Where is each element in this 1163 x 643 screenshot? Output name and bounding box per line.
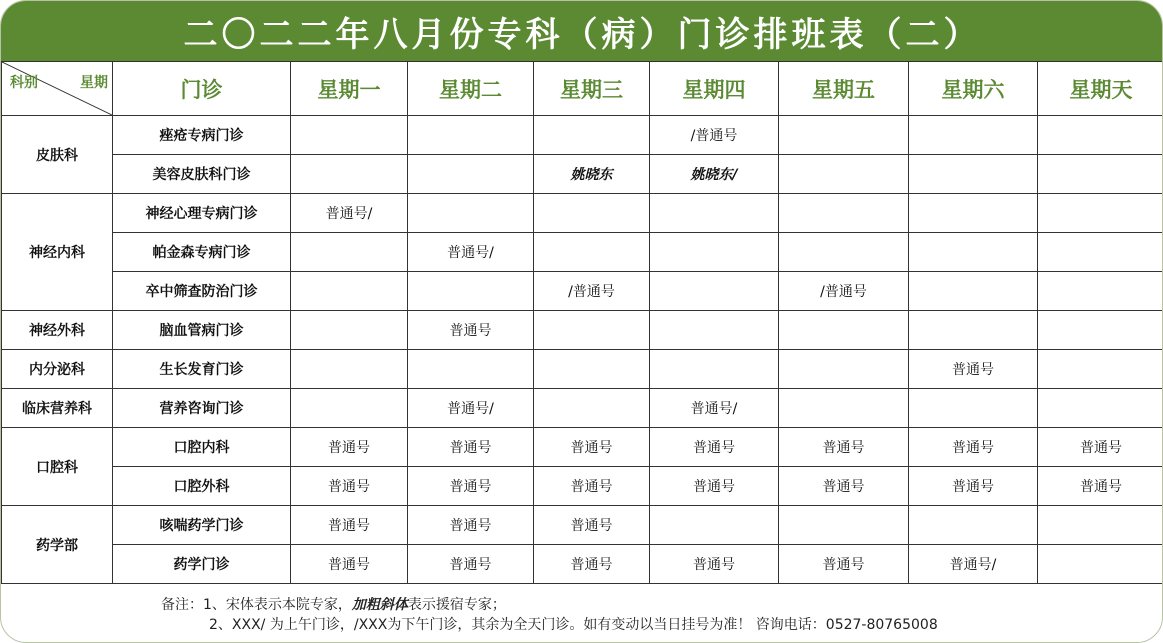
note-1-prefix: 备注：1、宋体表示本院专家， [161, 597, 352, 613]
schedule-cell [1038, 506, 1163, 545]
schedule-cell: /普通号 [650, 116, 779, 155]
note-line-1 [161, 595, 938, 615]
schedule-cell: 普通号/ [291, 194, 408, 233]
schedule-cell: 姚晓东/ [650, 155, 779, 194]
header-sat: 星期六 [909, 62, 1038, 116]
schedule-cell [534, 311, 650, 350]
clinic-cell: 卒中筛查防治门诊 [113, 272, 291, 311]
schedule-cell [1038, 116, 1163, 155]
schedule-cell: 普通号/ [408, 389, 534, 428]
schedule-cell [909, 506, 1038, 545]
schedule-cell: 普通号 [534, 506, 650, 545]
schedule-cell: 普通号 [909, 350, 1038, 389]
note-line-2: 2、XXX/ 为上午门诊，/XXX为下午门诊，其余为全天门诊。如有变动以当日挂号为准！ 咨询电话：0527-80765008 [209, 617, 938, 633]
schedule-cell: 普通号 [534, 467, 650, 506]
schedule-cell [408, 350, 534, 389]
schedule-cell: 普通号 [779, 428, 909, 467]
header-wed: 星期三 [534, 62, 650, 116]
schedule-cell [1038, 545, 1163, 584]
schedule-cell: 普通号 [534, 428, 650, 467]
clinic-cell: 神经心理专病门诊 [113, 194, 291, 233]
schedule-cell: 普通号 [1038, 428, 1163, 467]
table-row [2, 545, 1163, 584]
schedule-cell [650, 233, 779, 272]
schedule-cell [1038, 194, 1163, 233]
schedule-cell [650, 506, 779, 545]
dept-cell: 神经外科 [2, 311, 113, 350]
schedule-cell [650, 194, 779, 233]
schedule-cell: 普通号 [291, 506, 408, 545]
schedule-cell [408, 272, 534, 311]
schedule-cell [1038, 155, 1163, 194]
schedule-cell [291, 272, 408, 311]
footnotes [161, 595, 938, 635]
schedule-cell [779, 155, 909, 194]
schedule-cell: 普通号 [650, 545, 779, 584]
clinic-cell: 咳喘药学门诊 [113, 506, 291, 545]
clinic-cell: 营养咨询门诊 [113, 389, 291, 428]
schedule-cell: 普通号 [650, 467, 779, 506]
schedule-cell [408, 155, 534, 194]
dept-cell: 神经内科 [2, 194, 113, 311]
clinic-cell: 痤疮专病门诊 [113, 116, 291, 155]
schedule-cell [291, 350, 408, 389]
schedule-cell [291, 311, 408, 350]
schedule-cell [779, 506, 909, 545]
note-1-bold: 加粗斜体 [351, 597, 408, 613]
schedule-cell [779, 233, 909, 272]
dept-cell: 皮肤科 [2, 116, 113, 194]
clinic-cell: 脑血管病门诊 [113, 311, 291, 350]
table-row [2, 506, 1163, 545]
schedule-cell: /普通号 [534, 272, 650, 311]
header-sun: 星期天 [1038, 62, 1163, 116]
header-row [2, 62, 1163, 116]
schedule-cell [650, 350, 779, 389]
schedule-cell [291, 155, 408, 194]
schedule-cell [408, 194, 534, 233]
table-row [2, 233, 1163, 272]
schedule-cell [909, 155, 1038, 194]
schedule-cell: 普通号 [408, 545, 534, 584]
schedule-cell [291, 389, 408, 428]
schedule-cell [909, 272, 1038, 311]
schedule-cell [779, 350, 909, 389]
corner-header [2, 62, 113, 116]
schedule-cell [650, 272, 779, 311]
dept-cell: 药学部 [2, 506, 113, 584]
schedule-cell: 普通号 [779, 467, 909, 506]
schedule-cell: 普通号 [779, 545, 909, 584]
schedule-cell: 普通号 [408, 311, 534, 350]
schedule-cell [909, 233, 1038, 272]
schedule-cell: /普通号 [779, 272, 909, 311]
schedule-cell: 普通号 [408, 467, 534, 506]
table-row [2, 389, 1163, 428]
schedule-cell: 普通号/ [650, 389, 779, 428]
page-title: 二〇二二年八月份专科（病）门诊排班表（二） [1, 1, 1163, 61]
table-row [2, 194, 1163, 233]
schedule-cell: 普通号 [291, 545, 408, 584]
schedule-cell: 普通号 [291, 467, 408, 506]
schedule-cell [650, 311, 779, 350]
schedule-table [1, 61, 1163, 584]
table-row [2, 116, 1163, 155]
schedule-cell [909, 311, 1038, 350]
note-1-suffix: 表示援宿专家； [407, 597, 506, 613]
schedule-cell [909, 194, 1038, 233]
schedule-cell [1038, 350, 1163, 389]
table-row [2, 155, 1163, 194]
table-row [2, 272, 1163, 311]
clinic-cell: 口腔外科 [113, 467, 291, 506]
schedule-cell [1038, 233, 1163, 272]
schedule-cell: 普通号 [408, 428, 534, 467]
schedule-cell: 普通号 [650, 428, 779, 467]
header-mon: 星期一 [291, 62, 408, 116]
schedule-cell: 姚晓东 [534, 155, 650, 194]
clinic-cell: 口腔内科 [113, 428, 291, 467]
corner-dept-label: 科别 [10, 75, 38, 91]
schedule-cell [909, 116, 1038, 155]
dept-cell: 口腔科 [2, 428, 113, 506]
schedule-cell [534, 350, 650, 389]
schedule-cell [1038, 272, 1163, 311]
schedule-cell [534, 233, 650, 272]
schedule-cell [408, 116, 534, 155]
schedule-cell [779, 311, 909, 350]
schedule-cell [779, 116, 909, 155]
schedule-cell [291, 116, 408, 155]
table-row [2, 467, 1163, 506]
table-row [2, 350, 1163, 389]
schedule-cell: 普通号/ [909, 545, 1038, 584]
schedule-cell [1038, 389, 1163, 428]
schedule-cell [534, 389, 650, 428]
schedule-cell [779, 389, 909, 428]
schedule-cell [534, 116, 650, 155]
corner-week-label: 星期 [80, 75, 108, 91]
header-thu: 星期四 [650, 62, 779, 116]
header-clinic: 门诊 [113, 62, 291, 116]
header-tue: 星期二 [408, 62, 534, 116]
dept-cell: 内分泌科 [2, 350, 113, 389]
schedule-cell [534, 194, 650, 233]
schedule-cell: 普通号 [534, 545, 650, 584]
schedule-cell: 普通号 [291, 428, 408, 467]
clinic-cell: 药学门诊 [113, 545, 291, 584]
schedule-cell [1038, 311, 1163, 350]
header-fri: 星期五 [779, 62, 909, 116]
schedule-cell: 普通号 [408, 506, 534, 545]
schedule-cell: 普通号 [909, 467, 1038, 506]
dept-cell: 临床营养科 [2, 389, 113, 428]
clinic-cell: 美容皮肤科门诊 [113, 155, 291, 194]
schedule-cell: 普通号/ [408, 233, 534, 272]
schedule-cell: 普通号 [1038, 467, 1163, 506]
table-row [2, 428, 1163, 467]
schedule-cell [291, 233, 408, 272]
clinic-cell: 帕金森专病门诊 [113, 233, 291, 272]
schedule-cell [909, 389, 1038, 428]
table-row [2, 311, 1163, 350]
schedule-cell: 普通号 [909, 428, 1038, 467]
clinic-cell: 生长发育门诊 [113, 350, 291, 389]
schedule-cell [779, 194, 909, 233]
